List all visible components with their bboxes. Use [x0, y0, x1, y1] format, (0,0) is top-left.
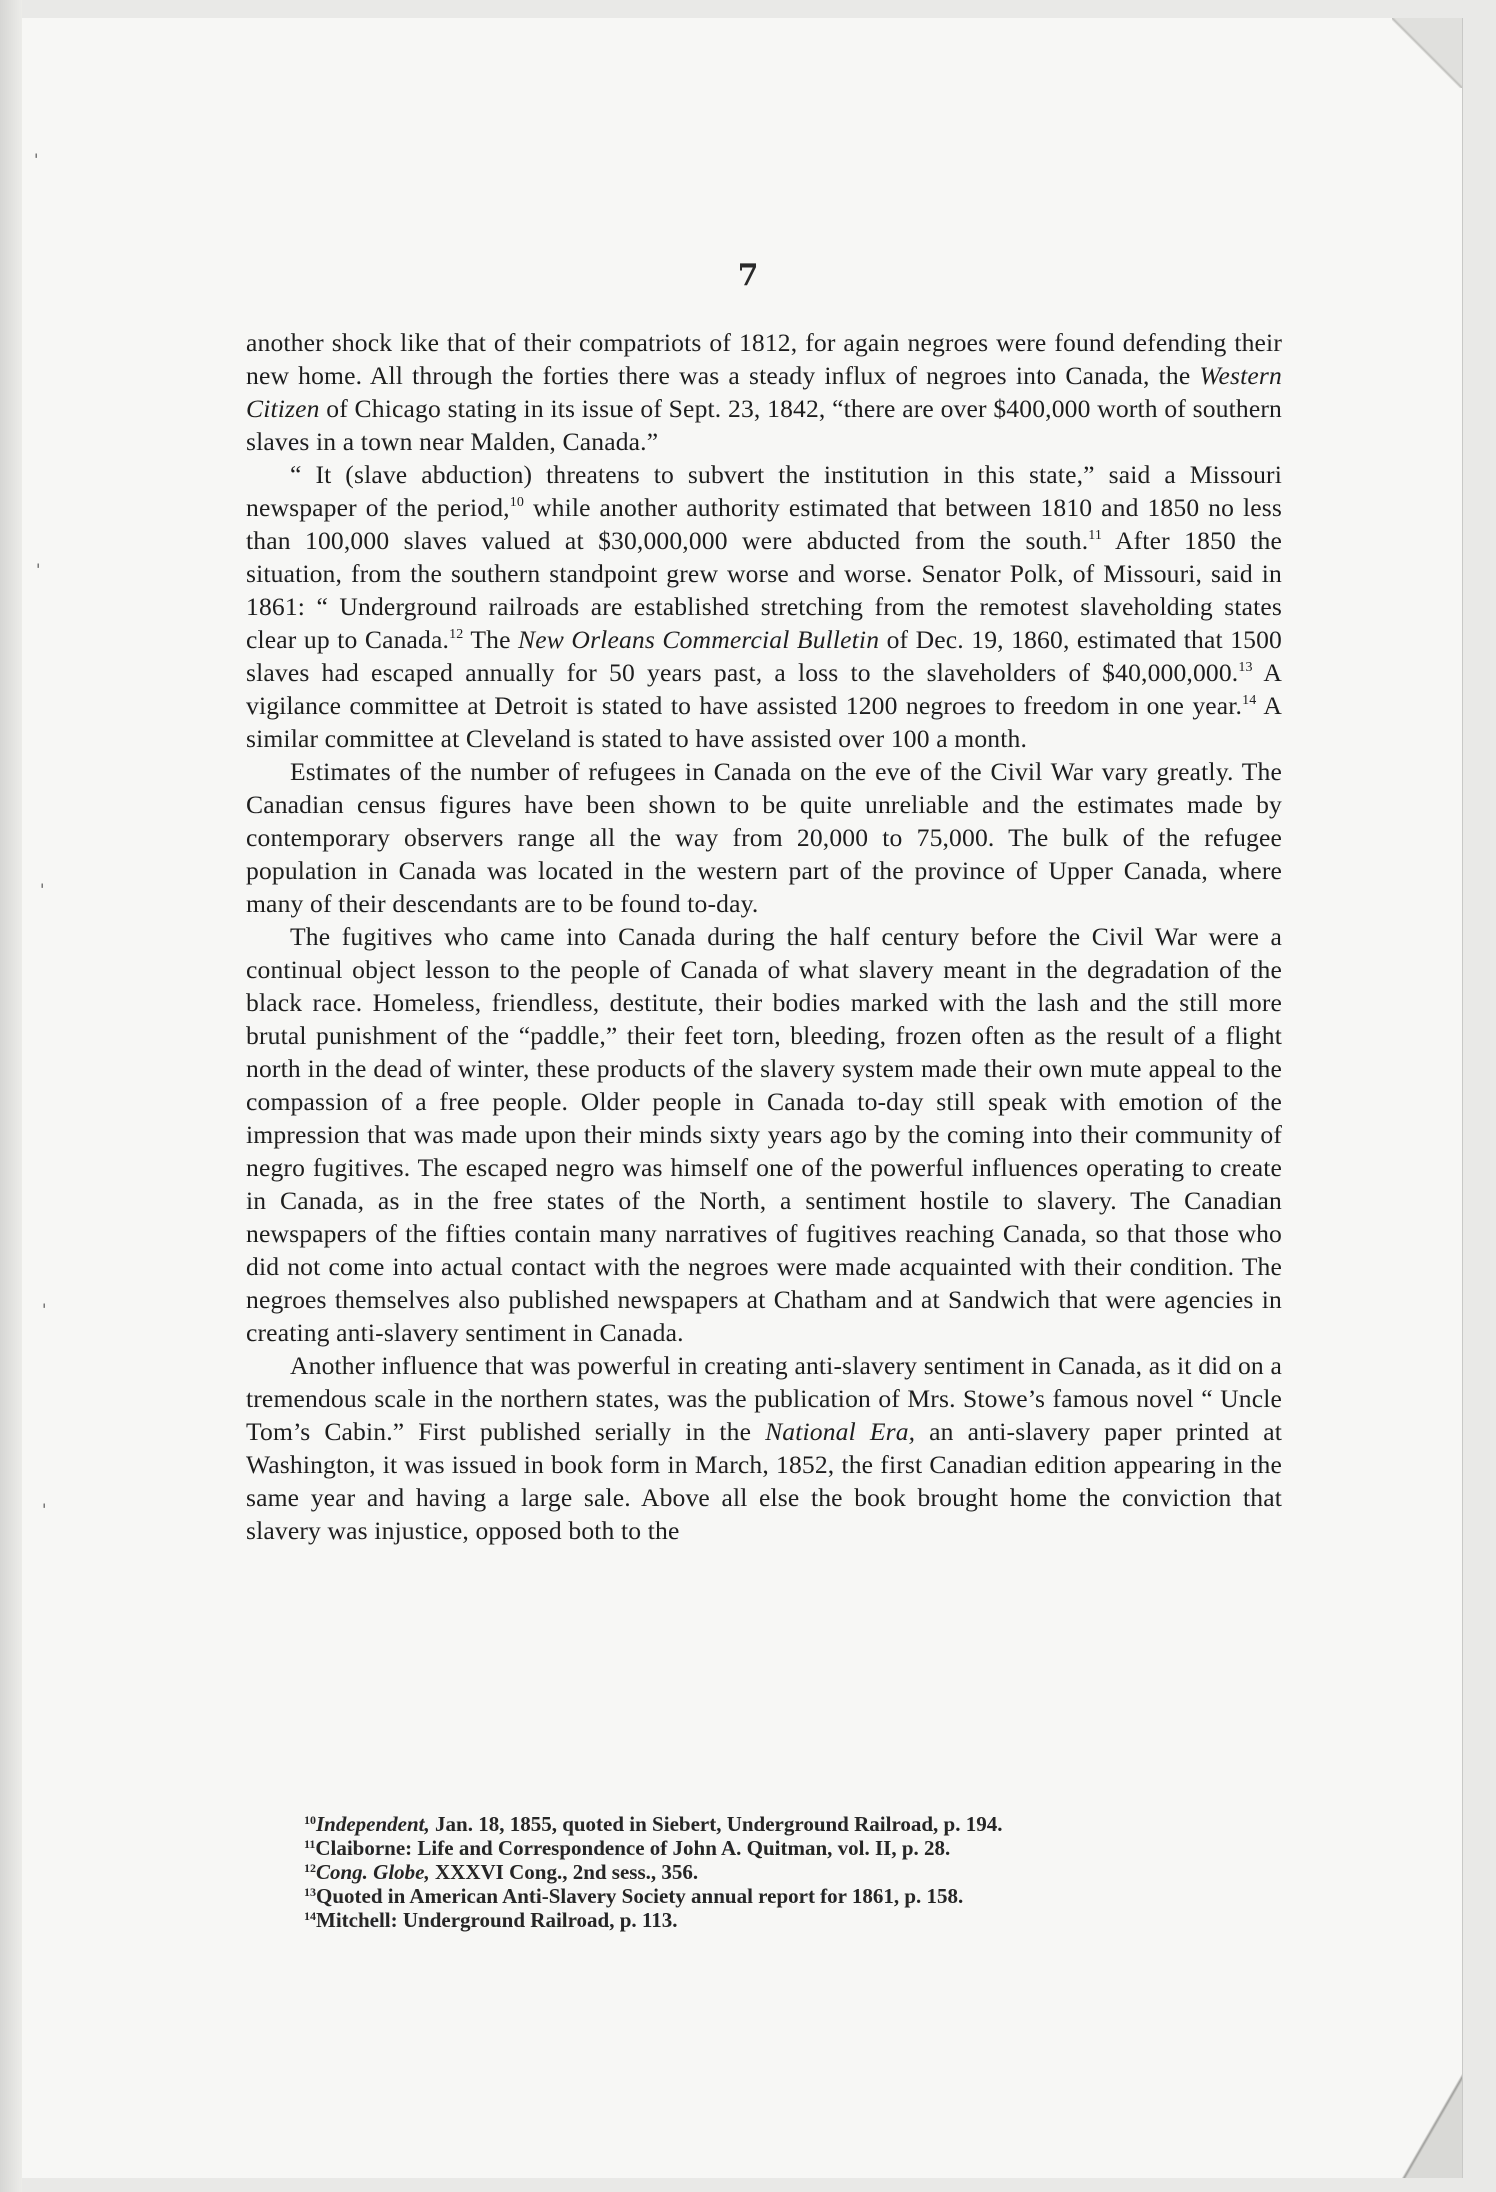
- margin-scan-mark: ': [42, 1300, 47, 1319]
- margin-scan-mark: ': [36, 560, 41, 579]
- text-run: while another authority estimated that between 1810 and 1850 no less than 100,000 slaves valued at $30,000,000 were abducted from the south.: [246, 493, 1282, 555]
- footnote-number: 11: [304, 1837, 316, 1851]
- text-run: of Dec. 19, 1860, estimated that 1500 slaves had escaped annually for 50 years past, a loss to the slaveholders of $40,000,000.: [246, 625, 1282, 687]
- footnote-number: 14: [304, 1909, 316, 1923]
- text-run: “ It (slave abduction) threatens to subvert the institution in this state,” said a Missouri newspaper of the period,: [246, 460, 1282, 522]
- text-run: an anti-slavery paper printed at Washington, it was issued in book form in March, 1852, the first Canadian edition appearing in the same year and having a large sale. Above all else the book brought home the conviction that slavery was injustice, opposed both to the: [246, 1417, 1282, 1545]
- margin-scan-mark: ': [34, 150, 39, 169]
- footnote: [304, 1884, 1274, 1908]
- footnote: [304, 1812, 1274, 1836]
- text-run: another shock like that of their compatriots of 1812, for again negroes were found defending their new home. All through the forties there was a steady influx of negroes into Canada, the: [246, 328, 1282, 390]
- footnote-italic-title: Independent,: [316, 1812, 430, 1836]
- paragraph: [246, 1349, 1282, 1547]
- italic-title: New Orleans Commercial Bulletin: [518, 625, 880, 654]
- text-run: Another influence that was powerful in creating anti-slavery sentiment in Canada, as it did on a tremendous scale in the northern states, was the publication of Mrs. Stowe’s famous novel “ Uncle Tom’s Cabin.” First published serially in the: [246, 1351, 1282, 1446]
- text-run: After 1850 the situation, from the southern standpoint grew worse and worse. Senator Polk, of Missouri, said in 1861: “ Underground railroads are established stretching from the remotest slaveholding states clear up to Canada.: [246, 526, 1282, 654]
- footnote-text: Claiborne: Life and Correspondence of John A. Quitman, vol. II, p. 28.: [315, 1836, 951, 1860]
- text-run: of Chicago stating in its issue of Sept. 23, 1842, “there are over $400,000 worth of southern slaves in a town near Malden, Canada.”: [246, 394, 1282, 456]
- footnote: [304, 1836, 1274, 1860]
- footnote-italic-title: Cong. Globe,: [316, 1860, 430, 1884]
- paragraph: [246, 326, 1282, 458]
- page-corner-fold-bottom: [1402, 2068, 1462, 2178]
- text-run: The fugitives who came into Canada during the half century before the Civil War were a continual object lesson to the people of Canada of what slavery meant in the degradation of the black race. Homeless, friendless, destitute, their bodies marked with the lash and the still more brutal punishment of the “paddle,” their feet torn, bleeding, frozen often as the result of a flight north in the dead of winter, these products of the slavery system made their own mute appeal to the compassion of a free people. Older people in Canada to-day still speak with emotion of the impression that was made upon their minds sixty years ago by the coming into their community of negro fugitives. The escaped negro was himself one of the powerful influences operating to create in Canada, as in the free states of the North, a sentiment hostile to slavery. The Canadian newspapers of the fifties contain many narratives of fugitives reaching Canada, so that those who did not come into actual contact with the negroes were made acquainted with their condition. The negroes themselves also published newspapers at Chatham and at Sandwich that were agencies in creating anti-slavery sentiment in Canada.: [246, 922, 1282, 1347]
- footnote-text: XXXVI Cong., 2nd sess., 356.: [429, 1860, 699, 1884]
- footnote-ref: 10: [509, 495, 525, 510]
- footnote-text: Mitchell: Underground Railroad, p. 113.: [316, 1908, 678, 1932]
- footnotes: [304, 1812, 1274, 1932]
- footnote-ref: 12: [449, 627, 464, 642]
- margin-scan-mark: ': [40, 880, 45, 899]
- paragraph: [246, 755, 1282, 920]
- footnote: [304, 1908, 1274, 1932]
- footnote-number: 13: [304, 1885, 316, 1899]
- footnote-text: Quoted in American Anti-Slavery Society annual report for 1861, p. 158.: [316, 1884, 964, 1908]
- footnote-ref: 11: [1088, 528, 1103, 543]
- text-run: Estimates of the number of refugees in Canada on the eve of the Civil War vary greatly. The Canadian census figures have been shown to be quite unreliable and the estimates made by contemporary observers range all the way from 20,000 to 75,000. The bulk of the refugee population in Canada was located in the western part of the province of Upper Canada, where many of their descendants are to be found to-day.: [246, 757, 1282, 918]
- footnote: [304, 1860, 1274, 1884]
- body-text: [246, 326, 1282, 1547]
- paragraph: [246, 458, 1282, 755]
- footnote-ref: 14: [1242, 693, 1257, 708]
- text-run: A similar committee at Cleveland is stated to have assisted over 100 a month.: [246, 691, 1282, 753]
- footnote-number: 12: [304, 1861, 316, 1875]
- italic-title: National Era,: [765, 1417, 916, 1446]
- text-run: A vigilance committee at Detroit is stated to have assisted 1200 negroes to freedom in one year.: [246, 658, 1282, 720]
- text-run: The: [463, 625, 519, 654]
- margin-scan-mark: ': [42, 1500, 47, 1519]
- footnote-text: Jan. 18, 1855, quoted in Siebert, Underground Railroad, p. 194.: [429, 1812, 1003, 1836]
- paragraph: [246, 920, 1282, 1349]
- footnote-ref: 13: [1238, 660, 1253, 675]
- footnote-number: 10: [304, 1813, 316, 1827]
- page-corner-fold-top: [1392, 18, 1462, 88]
- italic-title: Western Citizen: [246, 361, 1282, 423]
- page-number: 7: [737, 258, 759, 293]
- page-left-edge: [0, 0, 22, 2192]
